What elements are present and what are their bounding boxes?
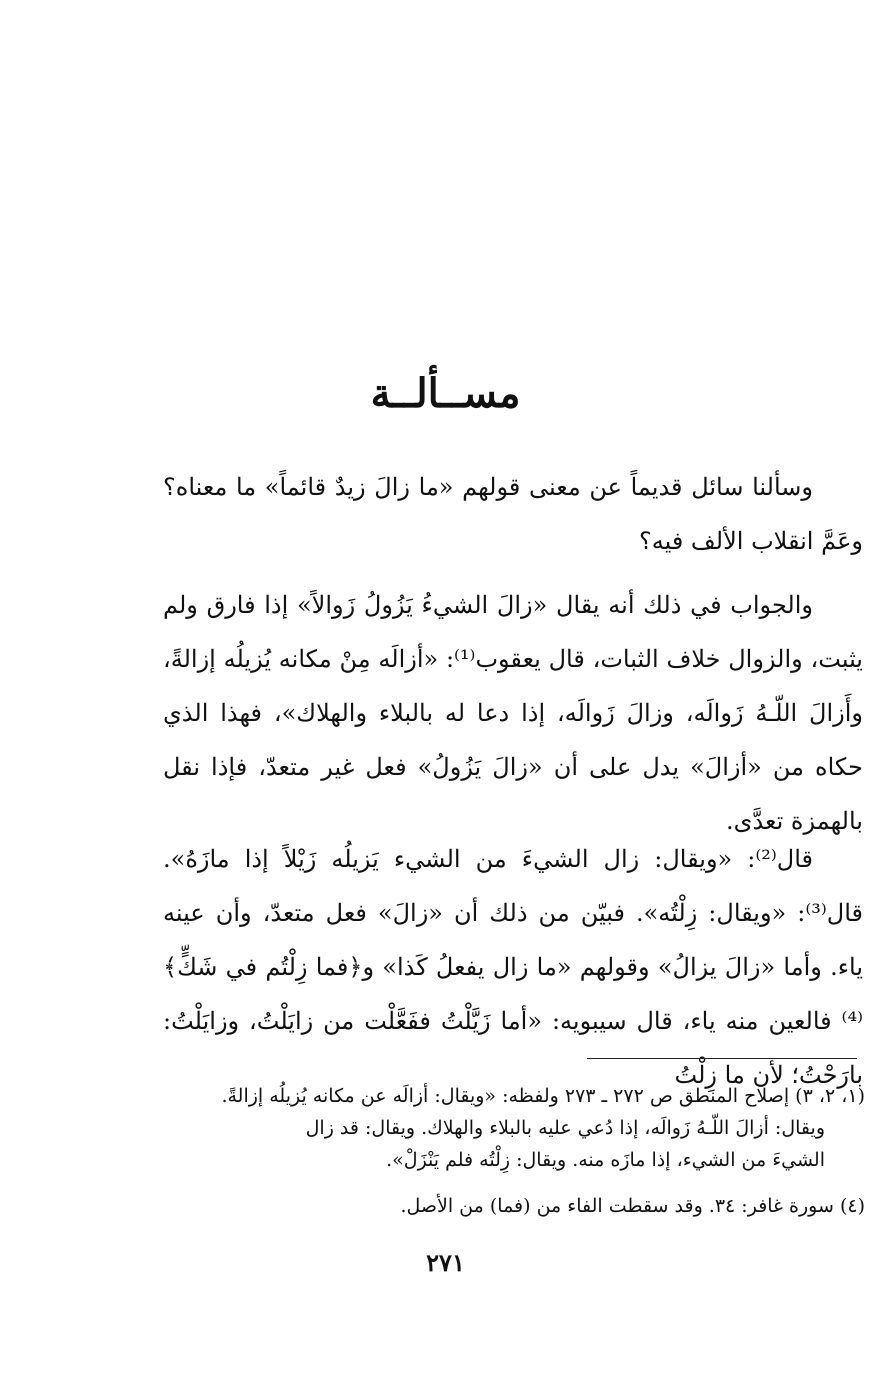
footnote-line: ويقال: أزالَ اللّـهُ زَوالَه، إذا دُعي عليه بالبلاء والهلاك. ويقال: قد زال <box>305 1117 825 1139</box>
footnote-1-2-3 <box>160 1080 865 1176</box>
paragraph-continuation: قال⁽²⁾: «ويقال: زال الشيءَ من الشيء يَزيلُه زَيْلاً إذا مازَهُ». قال⁽³⁾: «ويقال: زِلْتُه». فبيّن من ذلك أن «زالَ» فعل متعدّ، وأن عينه ياء. وأما «زالَ يزالُ» وقولهم «ما زال يفعلُ كَذا» و﴿فما زِلْتُم في شَكٍّ﴾⁽⁴⁾ فالعين منه ياء، قال سيبويه: «أما زَيَّلْتُ ففَعَّلْت من زايَلْتُ، وزايَلْتُ: بارَحْتُ؛ لأن ما زِلْتُ <box>163 845 863 1089</box>
paragraph-answer: والجواب في ذلك أنه يقال «زالَ الشيءُ يَزُولُ زَوالاً» إذا فارق ولم يثبت، والزوال خلاف الثبات، قال يعقوب⁽¹⁾: «أزالَه مِنْ مكانه يُزيلُه إزالةً، وأَزالَ اللّـهُ زَوالَه، وزالَ زَوالَه، إذا دعا له بالبلاء والهلاك»، فهذا الذي حكاه من «أزالَ» يدل على أن «زالَ يَزُولُ» فعل غير متعدّ، فإذا نقل بالهمزة تعدَّى. <box>163 591 863 835</box>
page-number: ٢٧١ <box>426 1248 465 1277</box>
footnote-line: الشيءَ من الشيء، إذا مازَه منه. ويقال: زِلْتُه فلم يَنْزَلْ». <box>386 1149 825 1171</box>
footnote-line: (٤) سورة غافر: ٣٤. وقد سقطت الفاء من (فما) من الأصل. <box>400 1195 865 1217</box>
footnote-divider <box>587 1058 857 1059</box>
paragraph-question: وسألنا سائل قديماً عن معنى قولهم «ما زالَ زيدٌ قائماً» ما معناه؟ وعَمَّ انقلاب الألف فيه؟ <box>163 473 863 555</box>
footnote-4 <box>160 1190 865 1222</box>
page-title: مســألــة <box>370 370 521 417</box>
footnote-line: (١، ٢، ٣) إصلاح المنطق ص ٢٧٢ ـ ٢٧٣ ولفظه: «ويقال: أزالَه عن مكانه يُزيلُه إزالةً. <box>221 1085 865 1107</box>
